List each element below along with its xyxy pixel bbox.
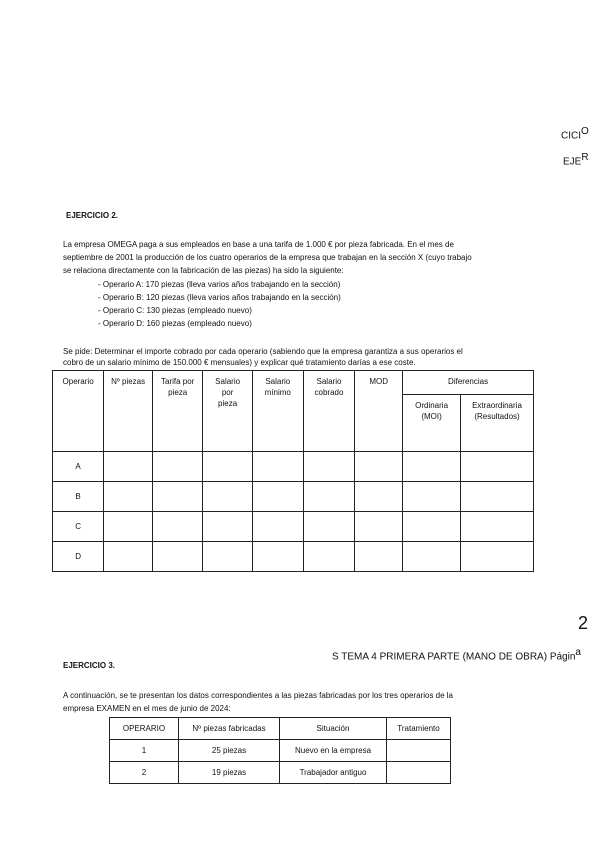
ex3-title: EJERCICIO 3. xyxy=(63,661,116,670)
ex2-intro xyxy=(63,238,543,277)
ex2-operators-list xyxy=(98,278,341,330)
cell-situacion: Nuevo en la empresa xyxy=(280,740,387,762)
cell-piezas: 19 piezas xyxy=(179,762,280,784)
col-header-salario-pieza: Salario por pieza xyxy=(203,371,253,452)
header-eje-sup: R xyxy=(581,152,589,163)
col-header-piezas: Nº piezas xyxy=(104,371,153,452)
operator-item: - Operario A: 170 piezas (lleva varios años trabajando en la sección) xyxy=(98,280,341,289)
footer-text-sup: a xyxy=(575,647,581,658)
ex2-table xyxy=(52,370,534,572)
row-label: C xyxy=(53,512,104,542)
table-row xyxy=(53,512,534,542)
footer-text-main: S TEMA 4 PRIMERA PARTE (MANO DE OBRA) Págin xyxy=(332,651,576,663)
cell-operario: 2 xyxy=(110,762,179,784)
ex3-table xyxy=(109,717,451,784)
ex2-intro-line: La empresa OMEGA paga a sus empleados en base a una tarifa de 1.000 € por pieza fabricada. En el mes de xyxy=(63,240,454,249)
col-header-piezas-fabricadas: Nº piezas fabricadas xyxy=(179,718,280,740)
page-number: 2 xyxy=(578,613,589,633)
operator-item: - Operario D: 160 piezas (empleado nuevo) xyxy=(98,319,252,328)
col-header-salario-cobrado: Salario cobrado xyxy=(303,371,355,452)
ex2-question xyxy=(63,346,543,368)
operator-item: - Operario C: 130 piezas (empleado nuevo) xyxy=(98,306,252,315)
row-label: A xyxy=(53,452,104,482)
ex3-intro xyxy=(63,689,543,715)
cell-tratamiento xyxy=(387,762,451,784)
ex2-question-line: Se pide: Determinar el importe cobrado por cada operario (sabiendo que la empresa garantiza a sus operarios el xyxy=(63,347,463,356)
ex2-intro-line: septiembre de 2001 la producción de los cuatro operarios de la empresa que trabajan en la sección X (cuyo trabajo xyxy=(63,253,472,262)
operator-item: - Operario B: 120 piezas (lleva varios años trabajando en la sección) xyxy=(98,293,341,302)
header-eje-text: EJE xyxy=(563,156,582,168)
cell-tratamiento xyxy=(387,740,451,762)
col-header-extraordinaria: Extraordinaria (Resultados) xyxy=(461,395,534,452)
ex3-intro-line: empresa EXAMEN en el mes de junio de 2024: xyxy=(63,704,231,713)
table-row xyxy=(53,482,534,512)
table-row xyxy=(53,452,534,482)
ex2-question-line: cobro de un salario mínimo de 150.000 € mensuales) y explicar qué tratamiento darías a ese coste. xyxy=(63,358,416,367)
col-header-tarifa: Tarifa por pieza xyxy=(153,371,203,452)
footer-text xyxy=(332,647,581,662)
col-header-operario: Operario xyxy=(53,371,104,452)
ex3-intro-line: A continuación, se te presentan los datos correspondientes a las piezas fabricadas por los tres operarios de la xyxy=(63,691,454,700)
col-header-salario-minimo: Salario mínimo xyxy=(252,371,303,452)
col-header-situacion: Situación xyxy=(280,718,387,740)
ex2-intro-line: se relaciona directamente con la fabricación de las piezas) ha sido la siguiente: xyxy=(63,266,344,275)
ex2-title: EJERCICIO 2. xyxy=(66,211,119,220)
col-header-tratamiento: Tratamiento xyxy=(387,718,451,740)
header-cici xyxy=(561,126,589,141)
col-header-diferencias: Diferencias xyxy=(403,371,534,395)
row-label: D xyxy=(53,542,104,572)
table-row xyxy=(53,542,534,572)
table-row xyxy=(110,740,451,762)
header-cici-text: CICI xyxy=(561,130,581,142)
row-label: B xyxy=(53,482,104,512)
col-header-ordinaria: Ordinaria (MOI) xyxy=(403,395,461,452)
col-header-operario: OPERARIO xyxy=(110,718,179,740)
header-eje xyxy=(563,152,589,167)
cell-operario: 1 xyxy=(110,740,179,762)
cell-situacion: Trabajador antiguo xyxy=(280,762,387,784)
cell-piezas: 25 piezas xyxy=(179,740,280,762)
header-cici-sup: O xyxy=(581,126,589,137)
col-header-mod: MOD xyxy=(355,371,403,452)
table-row xyxy=(110,762,451,784)
